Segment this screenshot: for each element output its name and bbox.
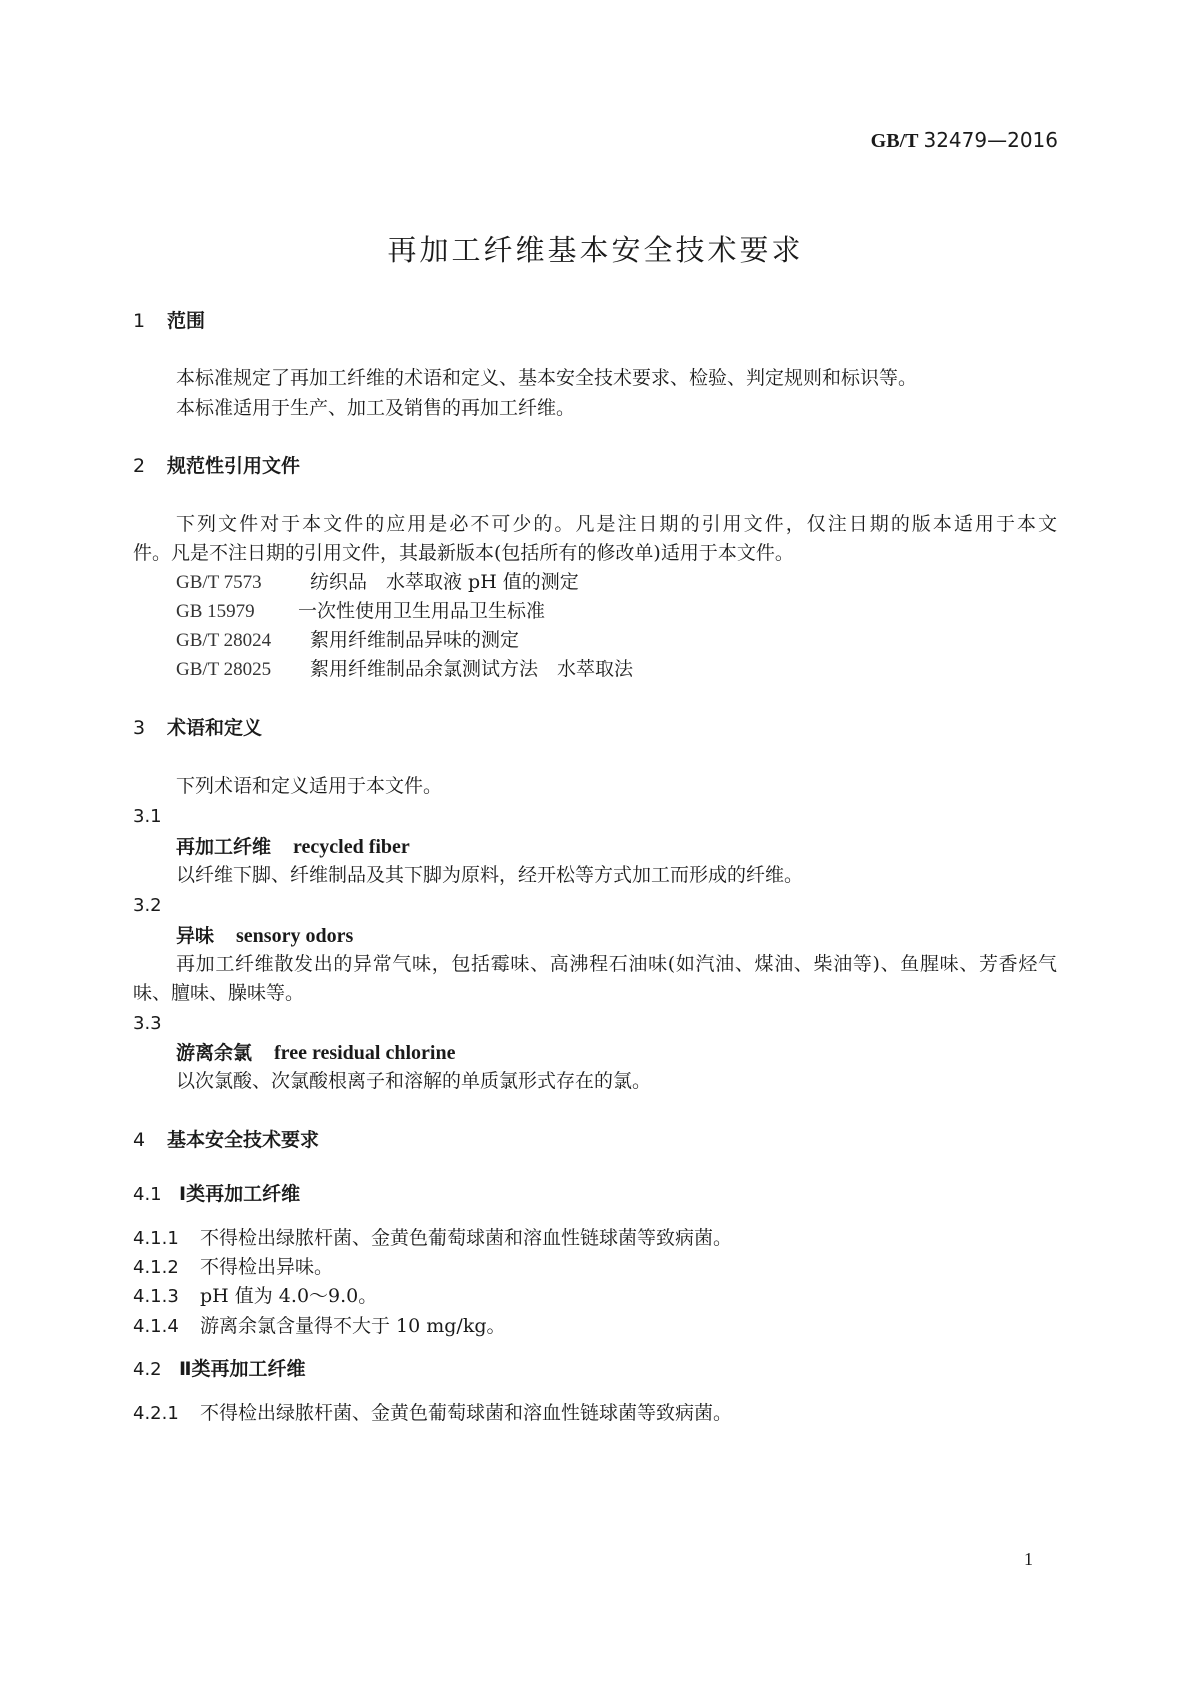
subsection-number: 4.1: [133, 1184, 162, 1205]
term-number: 3.1: [133, 806, 162, 827]
term-entry: [176, 1043, 455, 1063]
paragraph: 本标准适用于生产、加工及销售的再加工纤维。: [176, 397, 576, 419]
clause: [133, 1229, 732, 1248]
section-title: 基本安全技术要求: [167, 1129, 320, 1151]
section-number: 3: [133, 717, 146, 739]
clause-text: 游离余氯含量得不大于 10 mg/kg。: [200, 1315, 506, 1337]
reference-code: GB/T 28025: [176, 659, 272, 680]
term-en: sensory odors: [236, 925, 354, 947]
term-entry: [176, 926, 353, 946]
section-number: 2: [133, 455, 146, 477]
clause: [133, 1404, 732, 1423]
subsection-heading: [133, 1185, 300, 1204]
subsection-number: 4.2: [133, 1359, 162, 1380]
clause-number: 4.1.4: [133, 1316, 179, 1337]
reference-title: 絮用纤维制品余氯测试方法 水萃取法: [310, 658, 634, 680]
clause-text: pH 值为 4.0～9.0。: [200, 1285, 378, 1307]
clause-number: 4.1.2: [133, 1257, 179, 1278]
term-entry: [176, 837, 410, 857]
paragraph: 下列术语和定义适用于本文件。: [176, 775, 443, 797]
reference-item: [176, 573, 579, 592]
subsection-heading: [133, 1360, 306, 1379]
term-definition: 以纤维下脚、纤维制品及其下脚为原料，经开松等方式加工而形成的纤维。: [176, 864, 804, 886]
section-title: 规范性引用文件: [167, 455, 301, 477]
section-title: 范围: [167, 310, 206, 332]
clause-number: 4.1.3: [133, 1286, 179, 1307]
subsection-title: Ⅰ类再加工纤维: [179, 1183, 301, 1205]
section-1-heading: [133, 312, 205, 331]
term-definition: 以次氯酸、次氯酸根离子和溶解的单质氯形式存在的氯。: [176, 1070, 652, 1092]
reference-code: GB/T 28024: [176, 630, 272, 651]
section-title: 术语和定义: [167, 717, 263, 739]
section-number: 4: [133, 1129, 146, 1151]
subsection-title: Ⅱ类再加工纤维: [179, 1358, 306, 1380]
standard-prefix: GB/T: [870, 130, 919, 152]
reference-title: 纺织品 水萃取液 pH 值的测定: [310, 571, 579, 593]
term-definition-line: 再加工纤维散发出的异常气味，包括霉味、高沸程石油味(如汽油、煤油、柴油等)、鱼腥味、芳香烃气: [176, 953, 1057, 975]
term-en: recycled fiber: [293, 836, 410, 858]
clause: [133, 1287, 377, 1306]
paragraph: 本标准规定了再加工纤维的术语和定义、基本安全技术要求、检验、判定规则和标识等。: [176, 367, 918, 389]
page-number: 1: [1024, 1549, 1033, 1569]
reference-item: [176, 631, 519, 650]
reference-title: 絮用纤维制品异味的测定: [310, 629, 520, 651]
reference-item: [176, 602, 545, 621]
document-title: 再加工纤维基本安全技术要求: [387, 233, 804, 267]
term-en: free residual chlorine: [274, 1042, 456, 1064]
section-number: 1: [133, 310, 146, 332]
term-number: 3.2: [133, 895, 162, 916]
paragraph-line: 下列文件对于本文件的应用是必不可少的。凡是注日期的引用文件，仅注日期的版本适用于本文: [176, 513, 1057, 535]
clause: [133, 1258, 333, 1277]
term-definition-line: 味、膻味、臊味等。: [133, 982, 305, 1004]
term-zh: 再加工纤维: [176, 836, 272, 858]
section-4-heading: [133, 1131, 319, 1150]
term-number: 3.3: [133, 1013, 162, 1034]
paragraph-line: 件。凡是不注日期的引用文件，其最新版本(包括所有的修改单)适用于本文件。: [133, 542, 794, 564]
term-zh: 游离余氯: [176, 1042, 253, 1064]
clause: [133, 1317, 506, 1336]
standard-number: 32479—2016: [923, 128, 1058, 152]
reference-title: 一次性使用卫生用品卫生标准: [298, 600, 546, 622]
standard-code: [871, 130, 1058, 151]
clause-number: 4.2.1: [133, 1403, 179, 1424]
term-zh: 异味: [176, 925, 215, 947]
reference-code: GB/T 7573: [176, 572, 262, 593]
reference-item: [176, 660, 633, 679]
clause-text: 不得检出异味。: [200, 1256, 334, 1278]
reference-code: GB 15979: [176, 601, 255, 622]
section-3-heading: [133, 719, 262, 738]
clause-number: 4.1.1: [133, 1228, 179, 1249]
clause-text: 不得检出绿脓杆菌、金黄色葡萄球菌和溶血性链球菌等致病菌。: [200, 1402, 733, 1424]
clause-text: 不得检出绿脓杆菌、金黄色葡萄球菌和溶血性链球菌等致病菌。: [200, 1227, 733, 1249]
section-2-heading: [133, 457, 300, 476]
